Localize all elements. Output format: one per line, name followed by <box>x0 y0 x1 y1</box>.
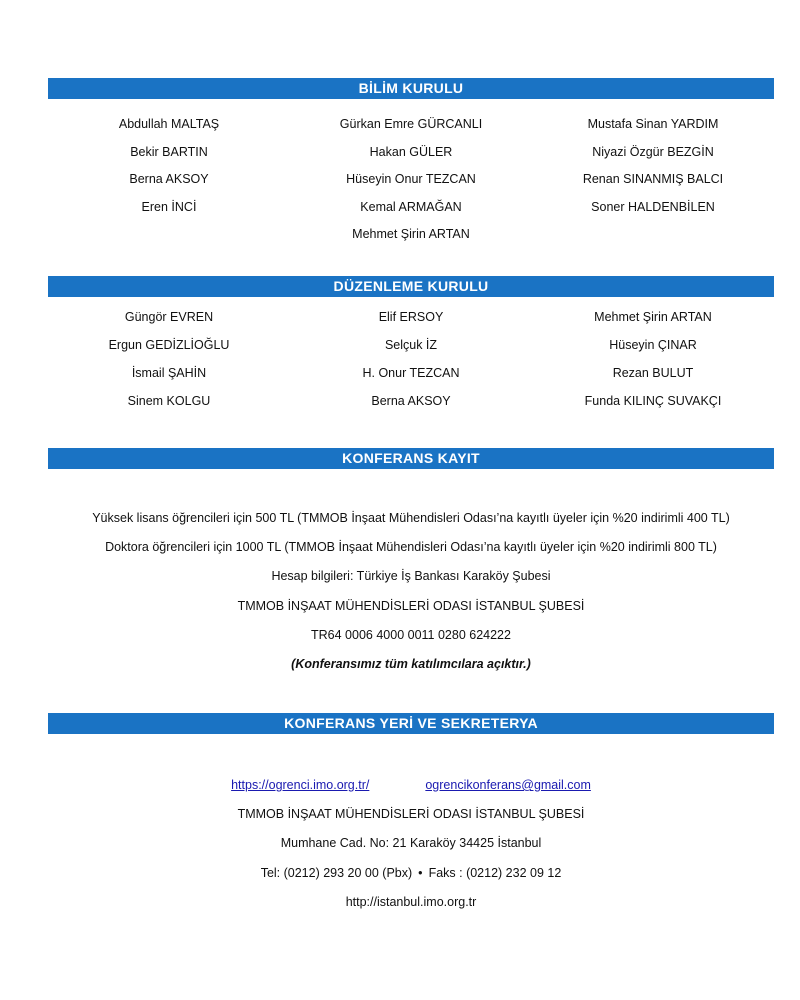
committee-member: Berna AKSOY <box>371 394 451 408</box>
organizing-committee-list <box>48 308 774 420</box>
committee-member: Mehmet Şirin ARTAN <box>594 310 712 324</box>
committee-member: Berna AKSOY <box>129 172 209 186</box>
committee-member: Niyazi Özgür BEZGİN <box>592 144 714 159</box>
committee-member: Abdullah MALTAŞ <box>118 117 220 131</box>
committee-member: Funda KILINÇ SUVAKÇI <box>584 394 722 408</box>
registration-note: (Konferansımız tüm katılımcılara açıktır.) <box>291 656 531 671</box>
registration-line-bank: Hesap bilgileri: Türkiye İş Bankası Karaköy Şubesi <box>271 569 551 584</box>
committee-member: Güngör EVREN <box>124 310 214 324</box>
venue-header: KONFERANS YERİ VE SEKRETERYA <box>48 713 774 734</box>
scientific-committee-col-1 <box>48 115 290 253</box>
committee-member: Gürkan Emre GÜRCANLI <box>339 117 483 131</box>
registration-line-iban: TR64 0006 4000 0011 0280 624222 <box>311 627 511 642</box>
committee-member: Soner HALDENBİLEN <box>591 199 715 214</box>
scientific-committee-col-3 <box>532 115 774 253</box>
organizing-committee-col-1 <box>48 308 290 420</box>
committee-member: Rezan BULUT <box>612 366 694 380</box>
venue-fax: Faks : (0212) 232 09 12 <box>428 865 562 880</box>
committee-member: İsmail ŞAHİN <box>131 366 207 380</box>
registration-info <box>48 509 774 684</box>
committee-member: Ergun GEDİZLİOĞLU <box>108 338 230 352</box>
registration-line-masters-fee: Yüksek lisans öğrencileri için 500 TL (TMMOB İnşaat Mühendisleri Odası’na kayıtlı üyeler için %20 indirimli 400 TL) <box>92 511 730 525</box>
venue-branch-site: http://istanbul.imo.org.tr <box>345 894 477 909</box>
organizing-committee-header: DÜZENLEME KURULU <box>48 276 774 297</box>
scientific-committee-header: BİLİM KURULU <box>48 78 774 99</box>
venue-links-row <box>48 776 774 805</box>
committee-member: Hüseyin Onur TEZCAN <box>346 172 476 186</box>
scientific-committee-col-2 <box>290 115 532 253</box>
committee-member: Sinem KOLGU <box>127 394 211 408</box>
committee-member: Mustafa Sinan YARDIM <box>587 117 719 131</box>
organizing-committee-col-3 <box>532 308 774 420</box>
email-link[interactable]: ogrencikonferans@gmail.com <box>425 778 591 792</box>
committee-member: Selçuk İZ <box>384 338 438 352</box>
committee-member: H. Onur TEZCAN <box>362 366 460 380</box>
committee-member: Hakan GÜLER <box>369 144 453 159</box>
scientific-committee-list <box>48 115 774 253</box>
committee-member: Elif ERSOY <box>378 310 444 324</box>
venue-contact-row <box>48 864 774 893</box>
registration-header: KONFERANS KAYIT <box>48 448 774 469</box>
registration-line-phd-fee: Doktora öğrencileri için 1000 TL (TMMOB İnşaat Mühendisleri Odası’na kayıtlı üyeler için %20 indirimli 800 TL) <box>105 540 717 555</box>
committee-member: Renan SINANMIŞ BALCI <box>582 172 724 186</box>
committee-member: Bekir BARTIN <box>130 144 208 159</box>
venue-organization: TMMOB İNŞAAT MÜHENDİSLERİ ODASI İSTANBUL ŞUBESİ <box>237 807 585 822</box>
venue-info <box>48 776 774 922</box>
committee-member: Eren İNCİ <box>141 199 197 214</box>
organizing-committee-col-2 <box>290 308 532 420</box>
registration-line-account-holder: TMMOB İNŞAAT MÜHENDİSLERİ ODASI İSTANBUL ŞUBESİ <box>237 598 585 613</box>
venue-address: Mumhane Cad. No: 21 Karaköy 34425 İstanbul <box>280 836 542 851</box>
committee-member: Mehmet Şirin ARTAN <box>352 227 470 241</box>
website-link[interactable]: https://ogrenci.imo.org.tr/ <box>231 778 370 792</box>
venue-tel: Tel: (0212) 293 20 00 (Pbx) <box>260 865 413 880</box>
committee-member: Kemal ARMAĞAN <box>360 199 462 214</box>
bullet-separator: • <box>418 865 423 880</box>
committee-member: Hüseyin ÇINAR <box>609 338 697 352</box>
